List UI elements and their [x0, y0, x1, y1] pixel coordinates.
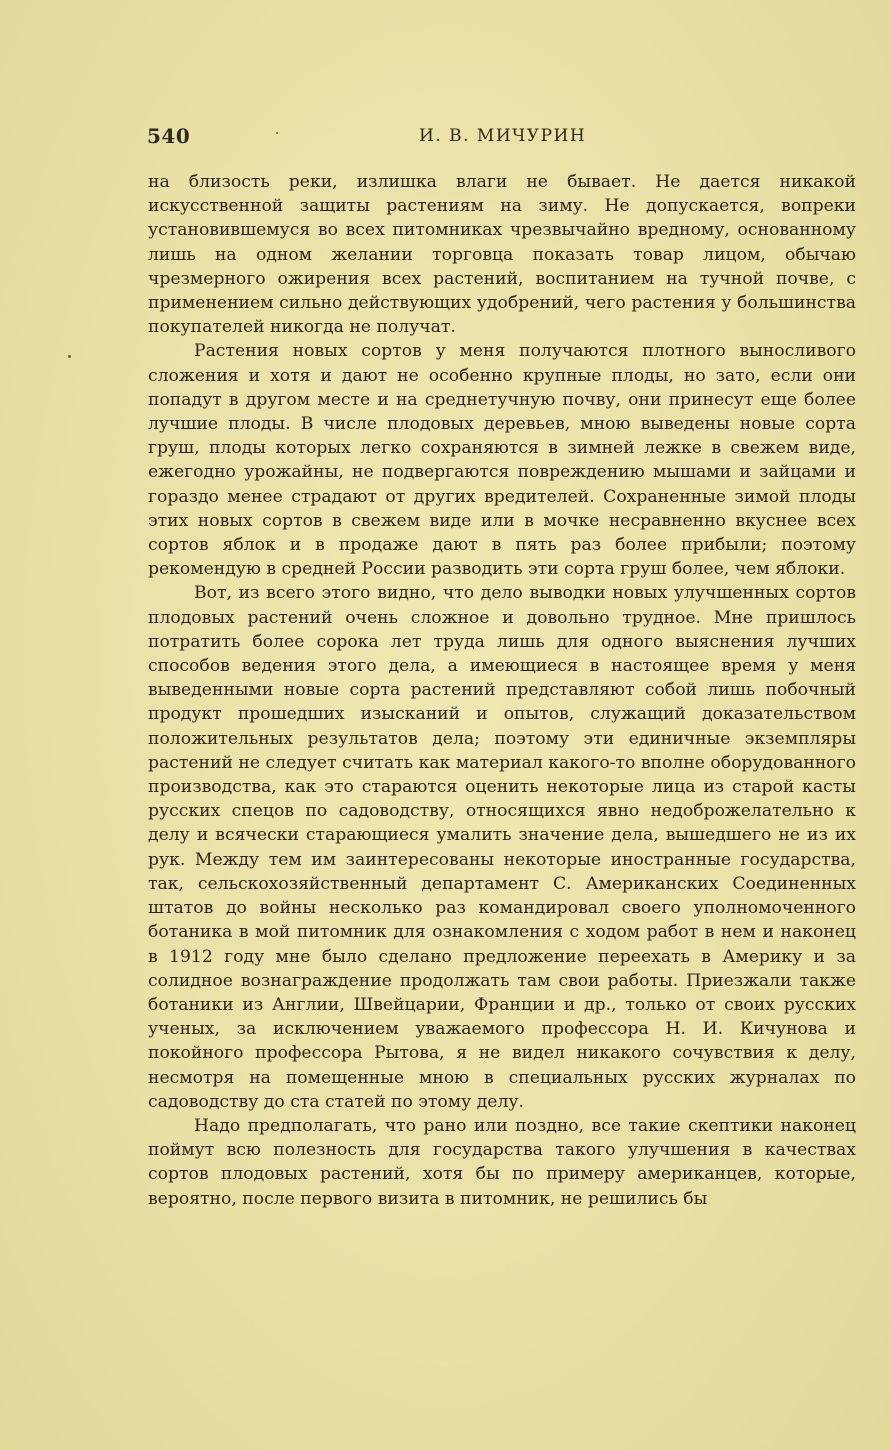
- paragraph: Надо предполагать, что рано или поздно, все такие скептики наконец поймут всю полезность для государства такого улучшения в качествах сортов плодовых растений, хотя бы по примеру американцев, которые, вероятно, после первого визита в питомник, не решились бы: [148, 1115, 856, 1209]
- scan-speck: [68, 355, 71, 358]
- paragraph: на близость реки, излишка влаги не бывает. Не дается никакой искусственной защиты растениям на зиму. Не допускается, вопреки установившемуся во всех питомниках чрезвычайно вредному, основанному лишь на одном желании торговца показать товар лицом, обычаю чрезмерного ожирения всех растений, воспитанием на тучной почве, с применением сильно действующих удобрений, чего растения у большинства покупателей никогда не получат.: [148, 172, 856, 338]
- body-text: [148, 170, 856, 1211]
- scan-speck: [276, 132, 278, 134]
- page-number: 540: [147, 124, 191, 148]
- paragraph: Вот, из всего этого видно, что дело выводки новых улучшенных сортов плодовых растений очень сложное и довольно трудное. Мне пришлось потратить более сорока лет труда лишь для одного выяснения лучших способов ведения этого дела, а имеющиеся в настоящее время у меня выведенными новые сорта растений представляют собой лишь побочный продукт прошедших изысканий и опытов, служащий доказательством положительных результатов дела; поэтому эти единичные экземпляры растений не следует считать как материал какого-то вполне оборудованного производства, как это стараются оценить некоторые лица из старой касты русских спецов по садоводству, относящихся явно недоброжелательно к делу и всячески старающиеся умалить значение дела, вышедшего не из их рук. Между тем им заинтересованы некоторые иностранные государства, так, сельскохозяйственный департамент С. Американских Соединенных штатов до войны несколько раз командировал своего уполномоченного ботаника в мой питомник для ознакомления с ходом работ в нем и наконец в 1912 году мне было сделано предложение переехать в Америку и за солидное вознаграждение продолжать там свои работы. Приезжали также ботаники из Англии, Швейцарии, Франции и др., только от своих русских ученых, за исключением уважаемого профессора Н. И. Кичунова и покойного профессора Рытова, я не видел никакого сочувствия к делу, несмотря на помещенные мною в специальных русских журналах по садоводству до ста статей по этому делу.: [148, 583, 856, 1112]
- paragraph: Растения новых сортов у меня получаются плотного выносливого сложения и хотя и дают не особенно крупные плоды, но зато, если они попадут в другом месте и на среднетучную почву, они принесут еще более лучшие плоды. В числе плодовых деревьев, мною выведены новые сорта груш, плоды которых легко сохраняются в зимней лежке в свежем виде, ежегодно урожайны, не подвергаются повреждению мышами и зайцами и гораздо менее страдают от других вредителей. Сохраненные зимой плоды этих новых сортов в свежем виде или в мочке несравненно вкуснее всех сортов яблок и в продаже дают в пять раз более прибыли; поэтому рекомендую в средней России разводить эти сорта груш более, чем яблоки.: [148, 341, 856, 580]
- page-header: [147, 124, 857, 154]
- running-head: И. В. МИЧУРИН: [419, 126, 587, 146]
